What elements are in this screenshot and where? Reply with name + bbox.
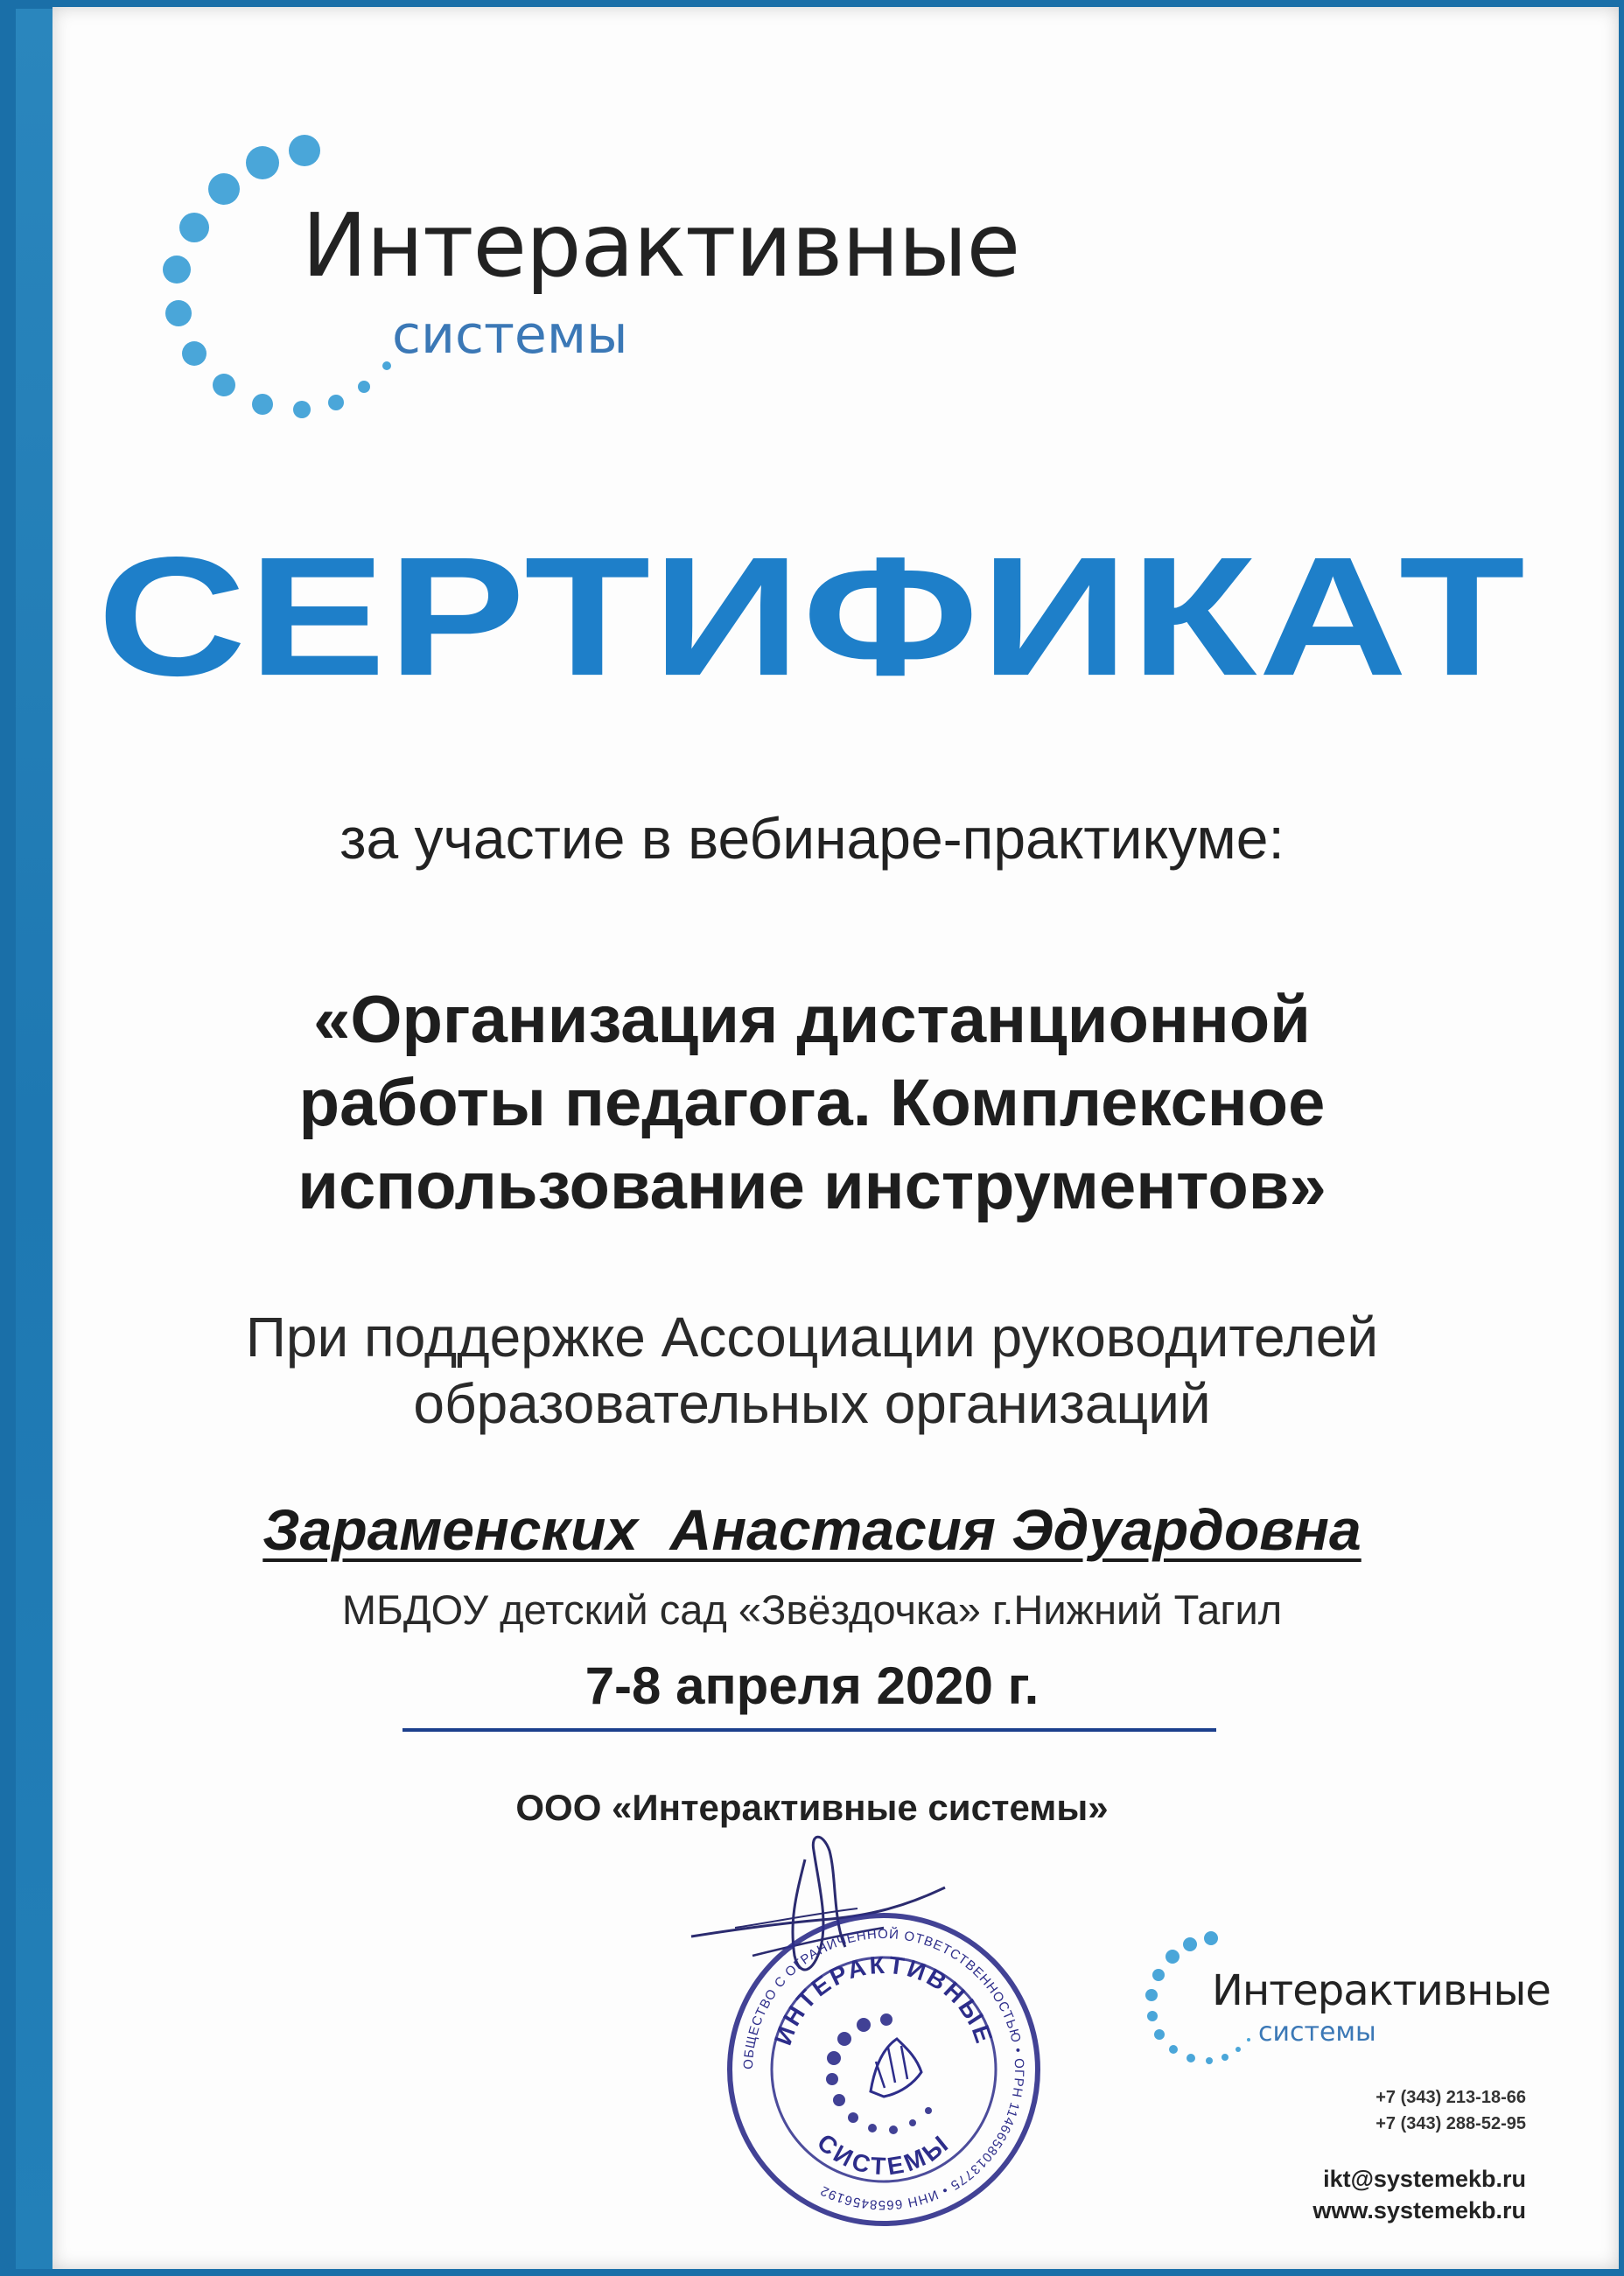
email-link[interactable]: ikt@systemekb.ru — [1323, 2166, 1526, 2192]
small-logo-line1: Интерактивные — [1212, 1966, 1550, 2015]
recipient-name — [0, 1496, 1624, 1563]
issuer-name: ООО «Интерактивные системы» — [515, 1787, 1109, 1828]
logo-line1: Интерактивные — [302, 194, 1020, 297]
web-contacts — [1312, 2163, 1526, 2226]
event-date: 7-8 апреля 2020 г. — [584, 1656, 1040, 1715]
small-logo-line2: системы — [1258, 2017, 1376, 2048]
topic-line: «Организация дистанционной — [313, 983, 1311, 1057]
website-link[interactable]: www.systemekb.ru — [1312, 2197, 1526, 2223]
support-note — [0, 1304, 1624, 1437]
phone-numbers — [1376, 2084, 1526, 2137]
topic-line: работы педагога. Комплексное — [298, 1066, 1326, 1140]
webinar-topic — [0, 978, 1624, 1228]
support-line: образовательных организаций — [413, 1372, 1211, 1435]
support-line: При поддержке Ассоциации руководителей — [245, 1306, 1379, 1369]
phone-2: +7 (343) 288-52-95 — [1376, 2114, 1526, 2133]
stamp-bottom-text: СИСТЕМЫ — [812, 2128, 956, 2181]
subtitle: за участие в вебинаре-практикуме: — [340, 806, 1284, 871]
recipient-name-text: Зараменских Анастасия Эдуардовна — [262, 1497, 1362, 1562]
phone-1: +7 (343) 213-18-66 — [1376, 2088, 1526, 2107]
divider — [402, 1728, 1216, 1732]
stamp-ring-text: ОБЩЕСТВО С ОГРАНИЧЕННОЙ ОТВЕТСТВЕННОСТЬЮ • ОГРН 1146658013775 • ИНН 6658456192 — [740, 1926, 1027, 2213]
logo-line2: системы — [392, 305, 628, 366]
recipient-organization: МБДОУ детский сад «Звёздочка» г.Нижний Тагил — [341, 1586, 1283, 1633]
stamp-top-text: ИНТЕРАКТИВНЫЕ — [768, 1950, 999, 2049]
company-stamp — [722, 1908, 1046, 2231]
certificate-title: СЕРТИФИКАТ — [97, 522, 1527, 711]
topic-line: использование инструментов» — [298, 1149, 1326, 1223]
